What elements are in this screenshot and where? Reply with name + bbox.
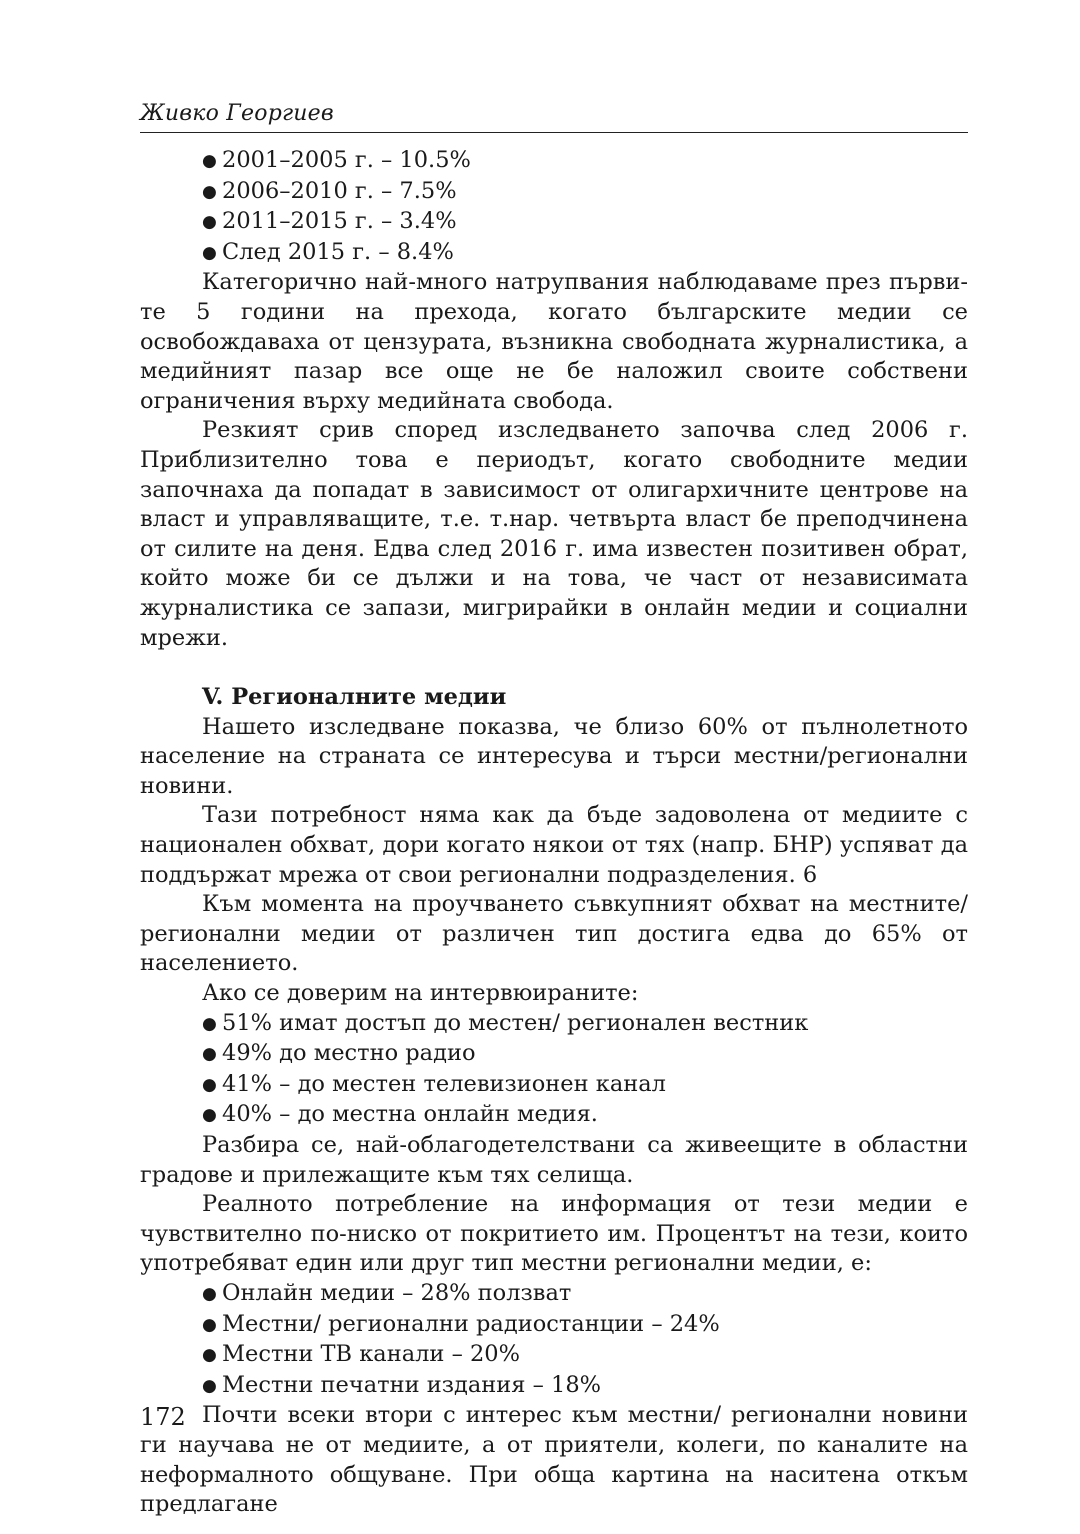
paragraph: Реалното потребление на информация от тези медии е чувствително по-ниско от покритието им. Процентът на тези, които употребяват един или друг тип местни регионални медии, е: — [140, 1191, 968, 1277]
period-list — [140, 146, 968, 268]
list-item: ● Местни/ регионални радиостанции – 24% — [202, 1310, 968, 1341]
paragraph: Ако се доверим на интервюираните: — [202, 980, 639, 1007]
paragraph: Категорично най-много натрупвания наблюдаваме през първите 5 години на прехода, когато българските медии се освобождаваха от цензурата, възникна свободната журналистика, а медийният пазар все още не бе наложил своите собствени ограничения върху медийната свобода. — [140, 269, 968, 414]
page-body — [140, 146, 968, 1520]
paragraph: Почти всеки втори с интерес към местни/ регионални новини ги научава не от медиите, а от приятели, колеги, по каналите на неформалното общуване. При обща картина на наситена откъм предлагане — [140, 1402, 968, 1518]
list-item: ● 41% – до местен телевизионен канал — [202, 1070, 968, 1101]
list-item: ● Местни печатни издания – 18% — [202, 1371, 968, 1402]
list-item: ● 49% до местно радио — [202, 1039, 968, 1070]
paragraph: Нашето изследване показва, че близо 60% от пълнолетното население на страната се интересува и търси местни/регионални новини. — [140, 713, 968, 799]
list-item: ● 2011–2015 г. – 3.4% — [202, 207, 968, 238]
running-head: Живко Георгиев — [140, 100, 968, 133]
page-number: 172 — [140, 1403, 186, 1431]
section-heading: V. Регионалните медии — [202, 684, 507, 711]
paragraph: Към момента на проучването съвкупният обхват на местните/регионални медии от различен тип достига едва до 65% от населението. — [140, 891, 968, 977]
list-item: ● 2001–2005 г. – 10.5% — [202, 146, 968, 177]
list-item: ● 51% имат достъп до местен/ регионален вестник — [202, 1009, 968, 1040]
list-item: ● След 2015 г. – 8.4% — [202, 238, 968, 269]
list-item: ● Местни ТВ канали – 20% — [202, 1340, 968, 1371]
paragraph: Разбира се, най-облагодетелствани са живеещите в областни градове и прилежащите към тях селища. — [140, 1132, 968, 1188]
list-item: ● Онлайн медии – 28% ползват — [202, 1279, 968, 1310]
usage-list — [140, 1279, 968, 1401]
list-item: ● 40% – до местна онлайн медия. — [202, 1100, 968, 1131]
paragraph: Резкият срив според изследването започва след 2006 г. Приблизително това е периодът, когато свободните медии започнаха да попадат в зависимост от олигархичните центрове на власт и управляващите, т.е. т.нар. четвърта власт бе преподчинена от силите на деня. Едва след 2016 г. има известен позитивен обрат, който може би се дължи и на това, че част от независимата журналистика се запази, мигрирайки в онлайн медии и социални мрежи. — [140, 417, 968, 651]
list-item: ● 2006–2010 г. – 7.5% — [202, 177, 968, 208]
access-list — [140, 1009, 968, 1131]
section-spacer — [140, 653, 968, 683]
paragraph: Тази потребност няма как да бъде задоволена от медиите с национален обхват, дори когато някои от тях (напр. БНР) успяват да поддържат мрежа от свои регионални подразделения. 6 — [140, 802, 968, 888]
